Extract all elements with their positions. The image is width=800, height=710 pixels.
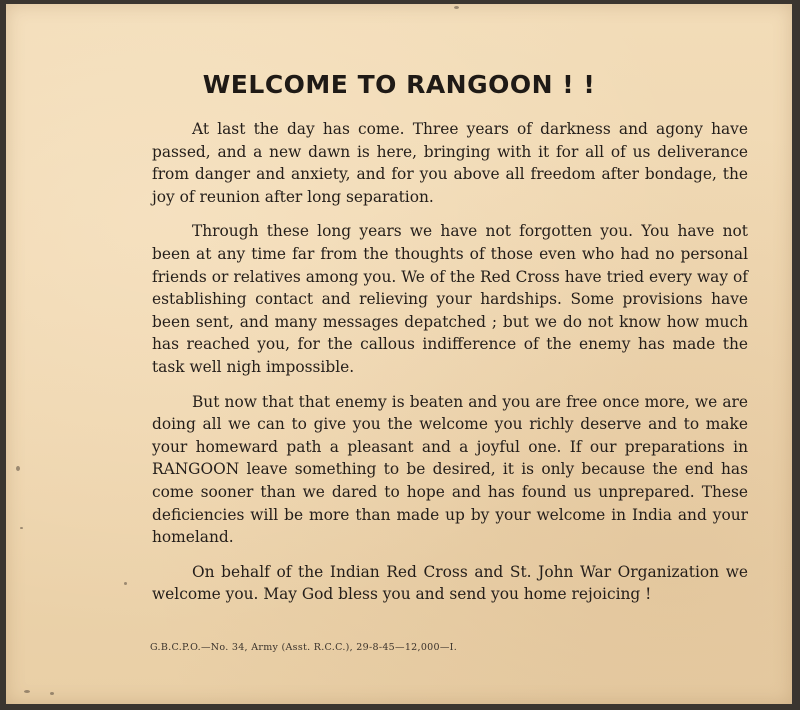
document-body: [152, 118, 748, 618]
paragraph-3: But now that that enemy is beaten and you are free once more, we are doing all we can to give you the welcome you richly deserve and to make your homeward path a pleasant and a joyful one. If our preparations in RANGOON leave something to be desired, it is only because the end has come sooner than we dared to hope and has found us unprepared. These deficiencies will be more than made up by your welcome in India and your homeland.: [152, 392, 748, 547]
paragraph-2: Through these long years we have not forgotten you. You have not been at any time far from the thoughts of those even who had no personal friends or relatives among you. We of the Red Cross have tried every way of establishing contact and relieving your hardships. Some provisions have been sent, and many messages depatched ; but we do not know how much has reached you, for the callous indifference of the enemy has made the task well nigh impossible.: [152, 222, 748, 376]
printer-imprint: G.B.C.P.O.—No. 34, Army (Asst. R.C.C.), 29-8-45—12,000—I.: [150, 642, 458, 653]
paper-speck: [124, 582, 127, 585]
paragraph-1: At last the day has come. Three years of darkness and agony have passed, and a new dawn is here, bringing with it for all of us deliverance from danger and anxiety, and for you above all freedom after bondage, the joy of reunion after long separation.: [152, 120, 748, 206]
paper-sheet: [6, 4, 792, 704]
paper-speck: [20, 527, 23, 529]
paper-speck: [16, 466, 20, 471]
paper-speck: [50, 692, 54, 695]
paper-speck: [24, 690, 30, 693]
paper-speck: [454, 6, 459, 9]
paragraph-4: On behalf of the Indian Red Cross and St. John War Organization we welcome you. May God bless you and send you home rejoicing !: [152, 562, 748, 604]
document-title: WELCOME TO RANGOON ! !: [202, 70, 596, 99]
